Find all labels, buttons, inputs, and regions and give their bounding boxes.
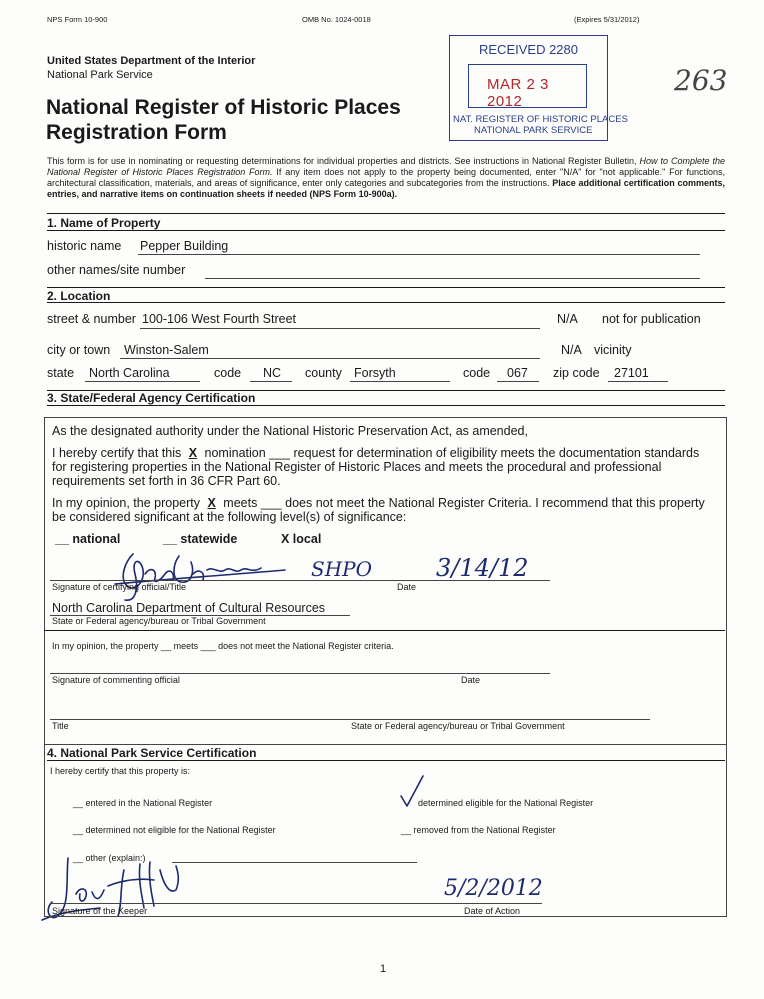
other-names-field[interactable] [205, 278, 700, 279]
form-number: NPS Form 10-900 [47, 15, 108, 24]
opt-entered[interactable]: __ entered in the National Register [73, 798, 213, 808]
na-publication: N/A [557, 312, 578, 326]
section-3-heading: 3. State/Federal Agency Certification [47, 391, 256, 405]
commenting-signature-field[interactable] [50, 673, 550, 674]
level-statewide[interactable]: __ statewide [163, 532, 238, 546]
instructions: This form is for use in nominating or requesting determinations for individual properties and districts. See instructions in National Register Bulletin, How to Complete the National Register of Historic Places Registration Form. If any item does not apply to the property being documented, enter "N/A" for "not applicable." For functions, architectural classification, materials, and areas of significance, enter only categories and subcategories from the instructions. Place additional certification comments, entries, and narrative items on continuation sheets if needed (NPS Form 10-900a). [47, 156, 726, 199]
omb-number: OMB No. 1024-0018 [302, 15, 371, 24]
keeper-certify: I hereby certify that this property is: [50, 766, 191, 776]
commenting-signature-label: Signature of commenting official [52, 675, 180, 685]
state-code-value[interactable]: NC [263, 366, 282, 380]
form-title: National Register of Historic Places Registration Form [46, 96, 401, 144]
page-number: 1 [380, 963, 387, 975]
vicinity-label: vicinity [594, 343, 632, 357]
section-1-heading: 1. Name of Property [47, 216, 161, 230]
state-code-label: code [214, 366, 242, 380]
nomination-mark[interactable]: X [188, 446, 198, 460]
city-label: city or town [47, 343, 111, 357]
title-label: Title [52, 721, 69, 731]
agency2-label: State or Federal agency/bureau or Tribal Government [351, 721, 565, 731]
opt-eligible[interactable]: determined eligible for the National Register [418, 798, 594, 808]
not-for-publication-label: not for publication [602, 312, 701, 326]
opinion-text: In my opinion, the property X meets ___ does not meet the National Register Criteria. I recommend that this property be considered significant at the following level(s) of significance: [52, 496, 705, 524]
keeper-label: Signature of the Keeper [52, 906, 148, 916]
agency-value[interactable]: North Carolina Department of Cultural Resources [52, 601, 326, 615]
certify-text: I hereby certify that this X nomination ___ request for determination of eligibility meets the documentation standards for registering properties in the National Register of Historic Places and meets the procedural and professional requirements set forth in 36 CFR Part 60. [52, 446, 700, 488]
signature-label: Signature of certifying official/Title [52, 582, 187, 592]
county-code-value[interactable]: 067 [507, 366, 528, 380]
county-label: county [305, 366, 342, 380]
authority-text: As the designated authority under the National Historic Preservation Act, as amended, [52, 424, 528, 438]
certifier-title: SHPO [311, 557, 372, 581]
agency: National Park Service [47, 69, 153, 81]
state-label: state [47, 366, 75, 380]
zip-value[interactable]: 27101 [614, 366, 649, 380]
date-of-action-label: Date of Action [464, 906, 521, 916]
expiration: (Expires 5/31/2012) [574, 15, 640, 24]
handwritten-number: 263 [674, 64, 728, 97]
received-stamp: RECEIVED 2280 MAR 2 3 2012 NAT. REGISTER OF HISTORIC PLACES NATIONAL PARK SERVICE [449, 35, 608, 141]
section-4-heading: 4. National Park Service Certification [47, 746, 257, 760]
action-date: 5/2/2012 [444, 876, 543, 901]
other-names-label: other names/site number [47, 263, 186, 277]
meets-mark[interactable]: X [207, 496, 216, 510]
department: United States Department of the Interior [47, 55, 256, 67]
opt-not-eligible[interactable]: __ determined not eligible for the National Register [73, 825, 276, 835]
level-national[interactable]: __ national [55, 532, 121, 546]
state-value[interactable]: North Carolina [89, 366, 170, 380]
historic-name-label: historic name [47, 239, 122, 253]
certification-date: 3/14/12 [436, 554, 529, 582]
na-vicinity: N/A [561, 343, 582, 357]
opt-other[interactable]: __ other (explain:) [73, 853, 146, 863]
agency-label: State or Federal agency/bureau or Tribal Government [52, 616, 266, 626]
street-value[interactable]: 100-106 West Fourth Street [142, 312, 297, 326]
county-code-label: code [463, 366, 491, 380]
city-value[interactable]: Winston-Salem [124, 343, 209, 357]
commenting-opinion: In my opinion, the property __ meets ___ does not meet the National Register criteria. [52, 641, 394, 651]
opt-removed[interactable]: __ removed from the National Register [401, 825, 556, 835]
date-label: Date [397, 582, 417, 592]
stamp-date: MAR 2 3 2012 [487, 76, 549, 110]
county-value[interactable]: Forsyth [354, 366, 396, 380]
section-4-box [44, 742, 727, 917]
level-local[interactable]: X local [281, 532, 322, 546]
historic-name-value[interactable]: Pepper Building [140, 239, 229, 253]
street-label: street & number [47, 312, 136, 326]
commenting-date-label: Date [461, 675, 481, 685]
zip-label: zip code [553, 366, 600, 380]
title-field[interactable] [50, 719, 650, 720]
certifying-signature [95, 540, 295, 608]
section-2-heading: 2. Location [47, 289, 111, 303]
